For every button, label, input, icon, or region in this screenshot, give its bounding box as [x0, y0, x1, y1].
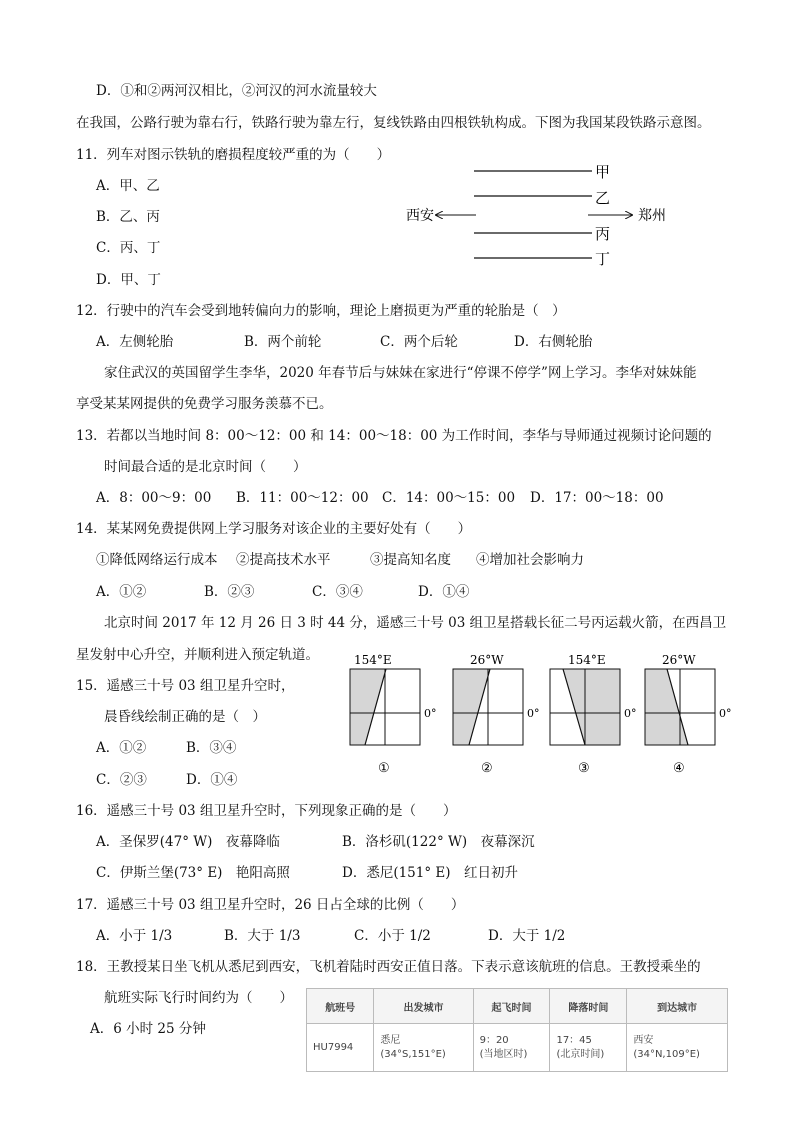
q12-option-a: A．左侧轮胎: [96, 334, 174, 350]
takeoff-time-value: 9：20: [479, 1034, 509, 1046]
q17-option-a: A．小于 1/3: [96, 928, 173, 944]
q16-option-a: A．圣保罗(47° W) 夜幕降临: [96, 834, 280, 850]
diagram-3-number: ③: [578, 761, 590, 776]
diagram-4-number: ④: [673, 761, 685, 776]
terminator-diagram-1: [350, 653, 437, 776]
departure-city-name: 悉尼: [380, 1034, 401, 1046]
city-zhengzhou: 郑州: [638, 208, 666, 224]
diagram-1-equator: 0°: [424, 707, 437, 720]
q13-option-c: C．14：00～15：00: [382, 490, 516, 506]
cell-arrival-city: [627, 1024, 728, 1072]
flight-table-row: [307, 1024, 728, 1072]
q12-option-c: C．两个后轮: [380, 334, 458, 350]
diagram-1-longitude: 154°E: [354, 653, 392, 667]
rail-label-ding: 丁: [595, 250, 611, 268]
cell-flight-number: HU7994: [307, 1024, 374, 1072]
q14-option-d: D．①④: [418, 584, 470, 600]
q14-option-b: B．②③: [204, 584, 255, 600]
q15-option-c: C．②③: [96, 772, 147, 788]
passage-2-line-1: 家住武汉的英国留学生李华，2020 年春节后与妹妹在家进行“停课不停学”网上学习。李华对妹妹能: [104, 365, 697, 381]
q16-option-d: D．悉尼(151° E) 红日初升: [342, 865, 519, 881]
q15-stem-1: 15．遥感三十号 03 组卫星升空时，: [76, 678, 295, 694]
city-xian: 西安: [406, 208, 434, 224]
q18-stem-2: 航班实际飞行时间约为（ ）: [104, 990, 293, 1006]
q11-option-a: A．甲、乙: [96, 178, 160, 194]
q11-option-b: B．乙、丙: [96, 209, 160, 225]
terminator-diagrams: [340, 648, 740, 780]
diagram-4-longitude: 26°W: [662, 653, 696, 667]
q18-option-a: A．6 小时 25 分钟: [90, 1021, 206, 1037]
q16-option-c: C．伊斯兰堡(73° E) 艳阳高照: [96, 865, 290, 881]
q15-option-b: B．③④: [186, 740, 237, 756]
diagram-1-number: ①: [378, 761, 390, 776]
terminator-diagram-2: [453, 653, 540, 776]
q13-stem-1: 13．若都以当地时间 8：00～12：00 和 14：00～18：00 为工作时间，李华与导师通过视频讨论问题的: [76, 428, 712, 444]
arrival-city-name: 西安: [633, 1034, 654, 1046]
q14-option-a: A．①②: [96, 584, 147, 600]
q10-option-d: D．①和②两河汉相比，②河汉的河水流量较大: [96, 83, 377, 99]
q17-option-b: B．大于 1/3: [224, 928, 301, 944]
q14-option-c: C．③④: [312, 584, 363, 600]
header-departure-city: 出发城市: [374, 989, 473, 1024]
cell-landing-time: [550, 1024, 627, 1072]
rail-label-jia: 甲: [595, 163, 611, 181]
q13-stem-2: 时间最合适的是北京时间（ ）: [104, 459, 307, 475]
flight-table-header-row: [307, 989, 728, 1024]
q15-option-a: A．①②: [96, 740, 147, 756]
terminator-diagram-3: [550, 653, 637, 776]
rail-intro: 在我国，公路行驶为靠右行，铁路行驶为靠左行，复线铁路由四根铁轨构成。下图为我国某段铁路示意图。: [76, 115, 711, 131]
cell-departure-city: [374, 1024, 473, 1072]
passage-3-line-1: 北京时间 2017 年 12 月 26 日 3 时 44 分，遥感三十号 03 组卫星搭载长征二号丙运载火箭，在西昌卫: [104, 615, 727, 631]
q14-item-1: ①降低网络运行成本: [96, 552, 218, 568]
q14-item-2: ②提高技术水平: [236, 552, 331, 568]
q11-option-d: D．甲、丁: [96, 272, 161, 288]
q16-stem: 16．遥感三十号 03 组卫星升空时，下列现象正确的是（ ）: [76, 803, 457, 819]
passage-3-line-2: 星发射中心升空，并顺利进入预定轨道。: [76, 647, 319, 663]
departure-city-coord: (34°S,151°E): [380, 1048, 446, 1060]
header-flight-number: 航班号: [307, 989, 374, 1024]
q14-item-3: ③提高知名度: [370, 552, 451, 568]
diagram-3-longitude: 154°E: [568, 653, 606, 667]
diagram-2-longitude: 26°W: [470, 653, 504, 667]
takeoff-time-note: (当地区时): [479, 1048, 528, 1060]
diagram-3-equator: 0°: [624, 707, 637, 720]
q14-stem: 14．某某网免费提供网上学习服务对该企业的主要好处有（ ）: [76, 521, 472, 537]
rail-label-yi: 乙: [595, 189, 611, 207]
q15-stem-2: 晨昏线绘制正确的是（ ）: [104, 709, 266, 725]
q12-stem: 12．行驶中的汽车会受到地转偏向力的影响，理论上磨损更为严重的轮胎是（ ）: [76, 303, 566, 319]
q14-item-4: ④增加社会影响力: [476, 552, 584, 568]
q13-option-b: B．11：00～12：00: [236, 490, 369, 506]
q12-option-b: B．两个前轮: [244, 334, 322, 350]
q17-stem: 17．遥感三十号 03 组卫星升空时，26 日占全球的比例（ ）: [76, 897, 465, 913]
cell-takeoff-time: [473, 1024, 550, 1072]
header-arrival-city: 到达城市: [627, 989, 728, 1024]
q11-option-c: C．丙、丁: [96, 240, 161, 256]
q15-option-d: D．①④: [186, 772, 238, 788]
header-takeoff-time: 起飞时间: [473, 989, 550, 1024]
q13-option-a: A．8：00～9：00: [96, 490, 212, 506]
rail-diagram: [400, 158, 680, 268]
q17-option-c: C．小于 1/2: [354, 928, 431, 944]
q13-option-d: D．17：00～18：00: [530, 490, 664, 506]
diagram-2-number: ②: [481, 761, 493, 776]
terminator-diagram-4: [645, 653, 732, 776]
landing-time-value: 17：45: [556, 1034, 592, 1046]
q11-stem: 11．列车对图示铁轨的磨损程度较严重的为（ ）: [76, 147, 391, 163]
q12-option-d: D．右侧轮胎: [514, 334, 593, 350]
q18-stem-1: 18．王教授某日坐飞机从悉尼到西安，飞机着陆时西安正值日落。下表示意该航班的信息。王教授乘坐的: [76, 959, 701, 975]
diagram-2-equator: 0°: [527, 707, 540, 720]
q17-option-d: D．大于 1/2: [488, 928, 566, 944]
q16-option-b: B．洛杉矶(122° W) 夜幕深沉: [342, 834, 535, 850]
flight-info-table: [306, 988, 728, 1072]
landing-time-note: (北京时间): [556, 1048, 605, 1060]
header-landing-time: 降落时间: [550, 989, 627, 1024]
rail-label-bing: 丙: [595, 225, 611, 243]
arrival-city-coord: (34°N,109°E): [633, 1048, 700, 1060]
passage-2-line-2: 享受某某网提供的免费学习服务羡慕不已。: [76, 396, 333, 412]
diagram-4-equator: 0°: [719, 707, 732, 720]
